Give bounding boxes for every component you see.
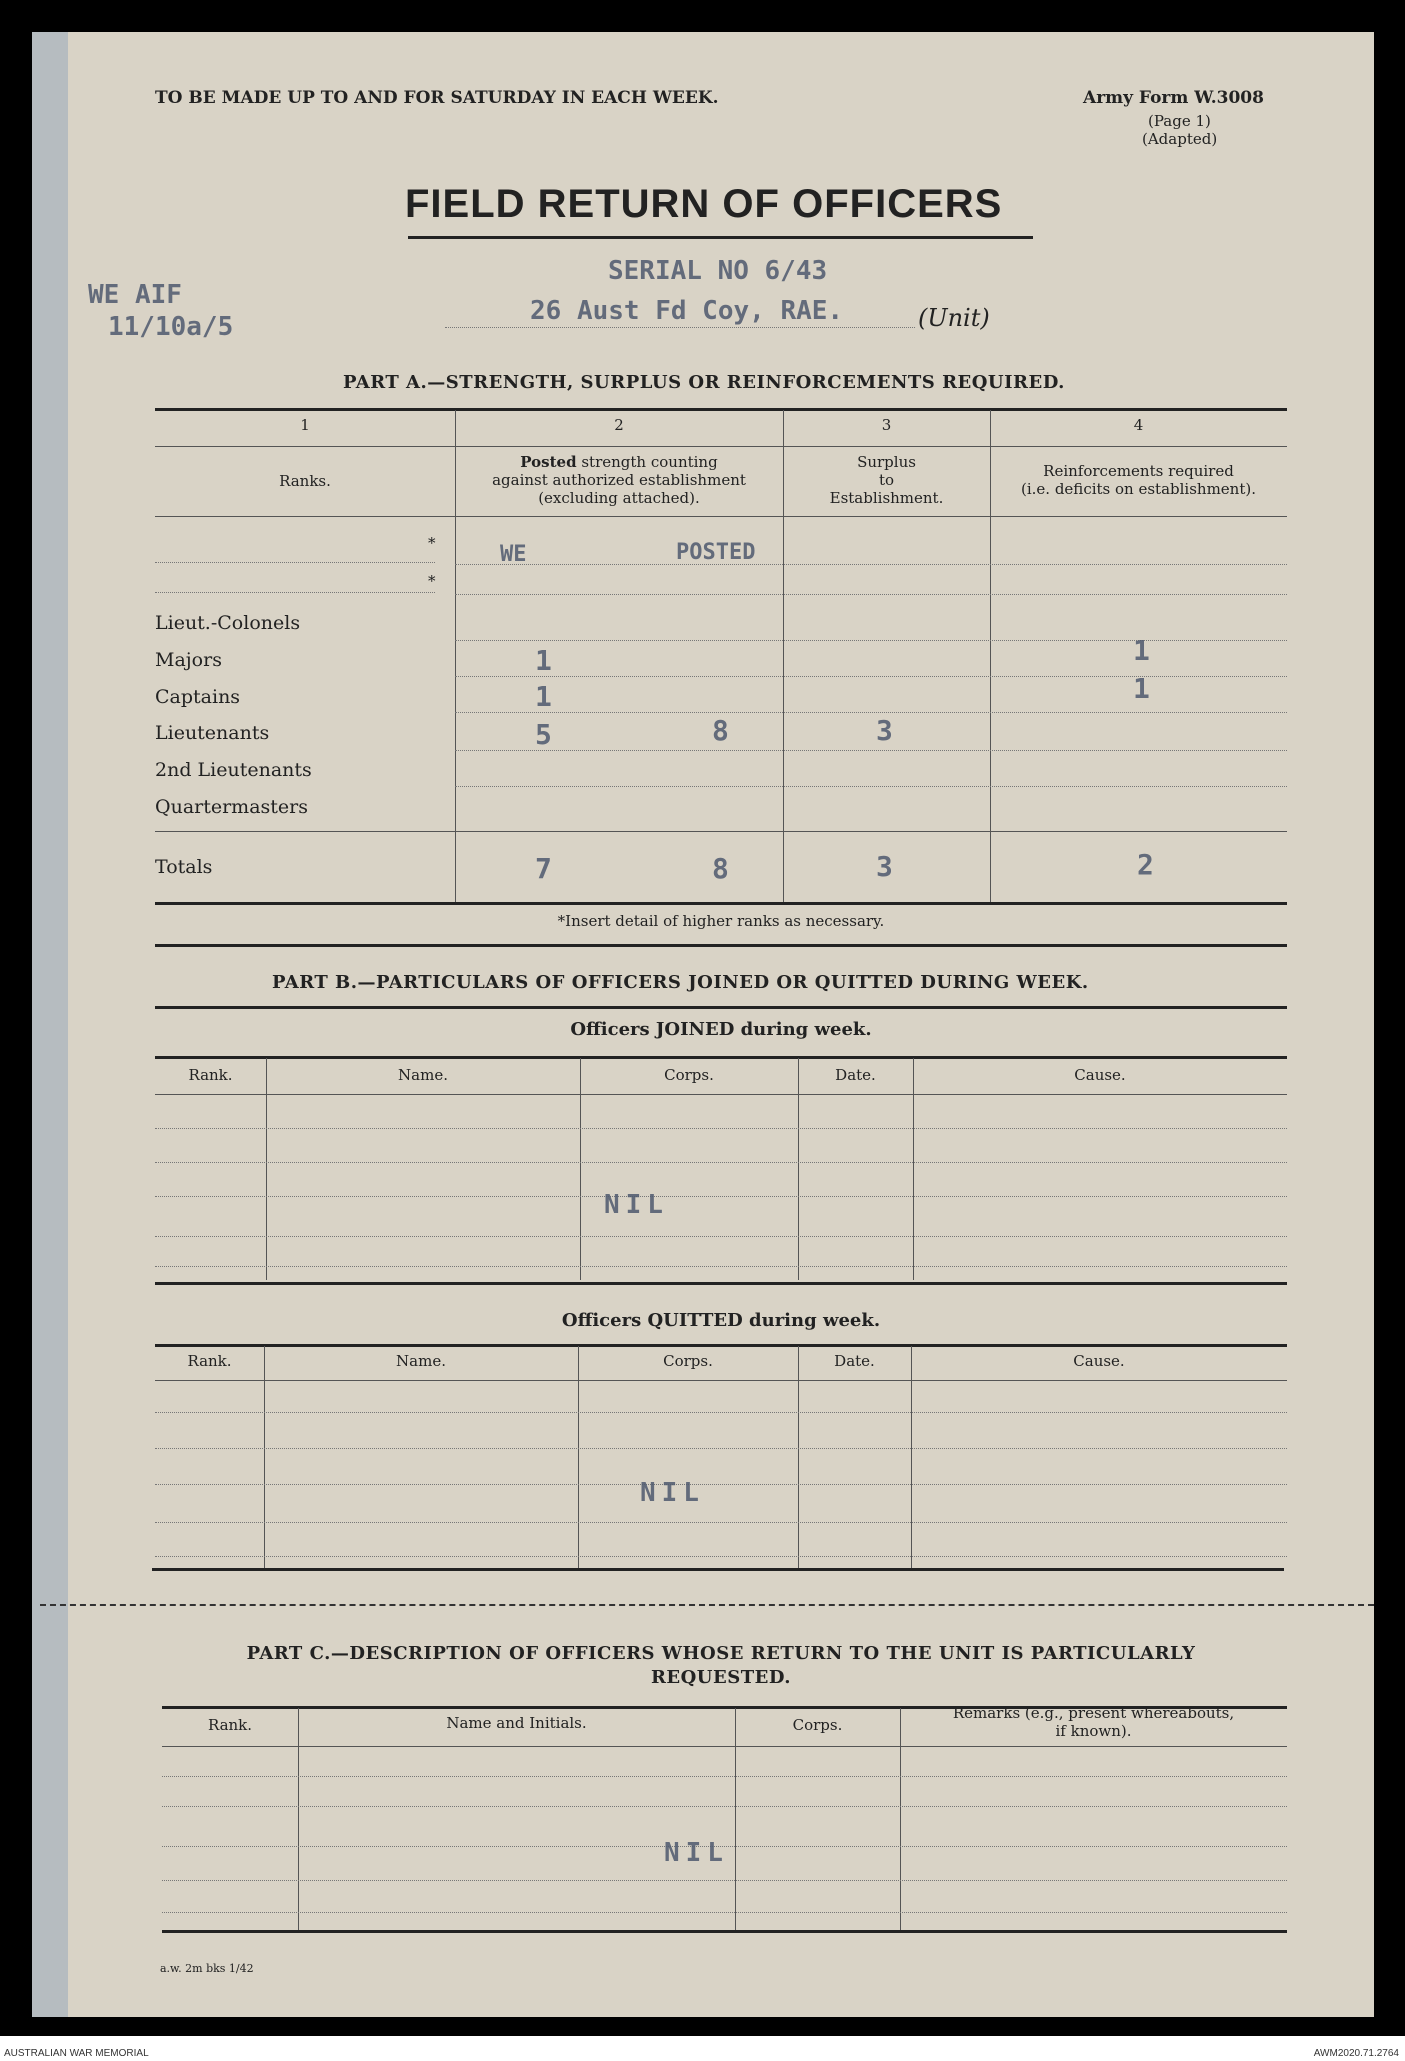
surplus-value: 3 (876, 714, 893, 747)
posted-bold: Posted (520, 453, 577, 471)
rank-label: Captains (155, 686, 241, 708)
quitted-row-line (155, 1412, 1287, 1413)
col-number-rule (155, 446, 1287, 447)
footer-left: AUSTRALIAN WAR MEMORIAL (4, 2048, 149, 2059)
rank-label: Majors (155, 649, 222, 671)
part-c-title-line2: REQUESTED. (650, 1667, 792, 1688)
c-col-div-1 (298, 1708, 299, 1930)
unit-dotted-line (445, 327, 915, 328)
joined-col-date: Date. (835, 1066, 876, 1084)
part-c-title-line1: PART C.—DESCRIPTION OF OFFICERS WHOSE RETURN TO THE UNIT IS PARTICULARLY (246, 1643, 1196, 1664)
joined-row-line (155, 1162, 1287, 1163)
col-number-3: 3 (881, 416, 892, 434)
quitted-row-line (155, 1448, 1287, 1449)
col-header-surplus (783, 453, 990, 507)
rank-label: Quartermasters (155, 796, 308, 818)
quitted-col-date: Date. (834, 1352, 875, 1370)
posted-rest: strength counting (576, 453, 718, 471)
sub-header-posted: POSTED (676, 540, 756, 565)
joined-title: Officers JOINED during week. (570, 1019, 872, 1040)
asterisk-2: * (428, 572, 436, 590)
totals-label: Totals (155, 856, 213, 878)
title-underline (408, 236, 1033, 239)
quitted-title: Officers QUITTED during week. (561, 1310, 881, 1331)
quitted-row-line (155, 1484, 1287, 1485)
star-line-1 (155, 562, 435, 563)
we-value: 1 (535, 680, 552, 713)
quitted-subheader-rule (155, 1380, 1287, 1381)
header-bottom-rule (155, 516, 1287, 517)
we-value: 1 (535, 644, 552, 677)
joined-col-name: Name. (398, 1066, 448, 1084)
print-code: a.w. 2m bks 1/42 (160, 1962, 254, 1975)
data-dotline-2 (455, 594, 1287, 595)
c-remarks-line2: if known). (1055, 1722, 1132, 1740)
part-c-bottom-rule (162, 1930, 1287, 1933)
totals-we: 7 (535, 852, 552, 885)
row-dotline (455, 750, 1287, 751)
data-dotline-1 (455, 564, 1287, 565)
surplus-line3: Establishment. (829, 489, 944, 507)
paper-edge-strip (32, 32, 68, 2017)
part-a-note: *Insert detail of higher ranks as necessary. (557, 912, 885, 930)
joined-row-line (155, 1266, 1287, 1267)
totals-reinf: 2 (1137, 848, 1154, 881)
part-a-title: PART A.—STRENGTH, SURPLUS OR REINFORCEMENTS REQUIRED. (343, 372, 1065, 393)
posted-line2: against authorized establishment (492, 471, 746, 489)
c-subheader-rule (162, 1746, 1287, 1747)
reinf-value: 1 (1133, 634, 1150, 667)
c-col-div-3 (900, 1708, 901, 1930)
row-dotline (455, 786, 1287, 787)
joined-col-div-2 (580, 1058, 581, 1280)
surplus-line2: to (878, 471, 895, 489)
archive-footer (0, 2036, 1405, 2061)
joined-col-div-3 (798, 1058, 799, 1280)
serial-number: SERIAL NO 6/43 (608, 256, 828, 286)
rank-label: Lieutenants (155, 722, 270, 744)
joined-col-div-1 (266, 1058, 267, 1280)
col-header-posted (455, 453, 783, 507)
joined-nil: NIL (604, 1190, 669, 1220)
quitted-row-line (155, 1522, 1287, 1523)
reinf-line2: (i.e. deficits on establishment). (1021, 480, 1256, 498)
c-remarks-line1: Remarks (e.g., present whereabouts, (952, 1704, 1235, 1722)
c-row-line (162, 1880, 1287, 1881)
asterisk-1: * (428, 534, 436, 552)
joined-subheader-rule (155, 1094, 1287, 1095)
sub-header-we: WE (500, 542, 527, 567)
totals-surplus: 3 (876, 850, 893, 883)
col-number-4: 4 (1133, 416, 1144, 434)
joined-row-line (155, 1128, 1287, 1129)
posted-line3: (excluding attached). (538, 489, 700, 507)
row-dotline (455, 676, 1287, 677)
joined-bottom-rule (155, 1282, 1287, 1285)
c-col-corps: Corps. (792, 1716, 843, 1734)
c-col-name: Name and Initials. (446, 1714, 587, 1732)
reinf-value: 1 (1133, 672, 1150, 705)
joined-row-line (155, 1196, 1287, 1197)
c-col-div-2 (735, 1708, 736, 1930)
joined-row-line (155, 1236, 1287, 1237)
col-header-reinforcements (990, 462, 1287, 498)
reinf-line1: Reinforcements required (1043, 462, 1234, 480)
perforation-line (40, 1604, 1374, 1606)
col-number-1: 1 (300, 416, 310, 434)
totals-top-rule (155, 831, 1287, 832)
col-header-ranks: Ranks. (279, 472, 331, 490)
part-b-title: PART B.—PARTICULARS OF OFFICERS JOINED OR QUITTED DURING WEEK. (272, 972, 1089, 993)
page-title: FIELD RETURN OF OFFICERS (405, 182, 1003, 226)
quitted-col-name: Name. (396, 1352, 446, 1370)
row-dotline (455, 712, 1287, 713)
part-c-title (155, 1642, 1287, 1690)
rank-label: 2nd Lieutenants (155, 759, 312, 781)
we-value: 5 (535, 718, 552, 751)
joined-col-rank: Rank. (188, 1066, 233, 1084)
unit-label: (Unit) (918, 304, 990, 332)
quitted-col-corps: Corps. (663, 1352, 713, 1370)
c-row-line (162, 1912, 1287, 1913)
joined-col-cause: Cause. (1074, 1066, 1126, 1084)
part-b-top-rule (155, 1006, 1287, 1009)
c-row-line (162, 1776, 1287, 1777)
form-page: (Page 1) (1148, 112, 1211, 130)
quitted-header-rule (155, 1344, 1287, 1347)
joined-col-div-4 (913, 1058, 914, 1280)
c-col-rank: Rank. (207, 1716, 253, 1734)
quitted-col-rank: Rank. (187, 1352, 232, 1370)
c-col-remarks (900, 1704, 1287, 1740)
totals-posted: 8 (712, 852, 729, 885)
part-c-nil: NIL (664, 1838, 729, 1868)
surplus-line1: Surplus (857, 453, 916, 471)
col-number-2: 2 (614, 416, 624, 434)
rank-label: Lieut.-Colonels (155, 612, 301, 634)
c-row-line (162, 1806, 1287, 1807)
unit-value: 26 Aust Fd Coy, RAE. (530, 296, 844, 326)
quitted-bottom-rule (152, 1568, 1284, 1571)
footer-right: AWM2020.71.2764 (1313, 2048, 1399, 2059)
joined-col-corps: Corps. (664, 1066, 714, 1084)
part-a-end-rule (155, 944, 1287, 947)
stamp-line1: WE AIF (88, 280, 182, 310)
quitted-col-cause: Cause. (1073, 1352, 1125, 1370)
quitted-row-line (155, 1556, 1287, 1557)
instruction-text: TO BE MADE UP TO AND FOR SATURDAY IN EACH WEEK. (155, 88, 719, 108)
part-a-bottom-rule (155, 902, 1287, 905)
part-a-top-rule (155, 408, 1287, 411)
form-id: Army Form W.3008 (1083, 88, 1264, 108)
joined-header-rule (155, 1056, 1287, 1059)
star-line-2 (155, 592, 435, 593)
stamp-line2: 11/10a/5 (108, 312, 234, 342)
quitted-nil: NIL (640, 1478, 705, 1508)
row-dotline (455, 640, 1287, 641)
form-adapted: (Adapted) (1142, 130, 1218, 148)
posted-value: 8 (712, 714, 729, 747)
